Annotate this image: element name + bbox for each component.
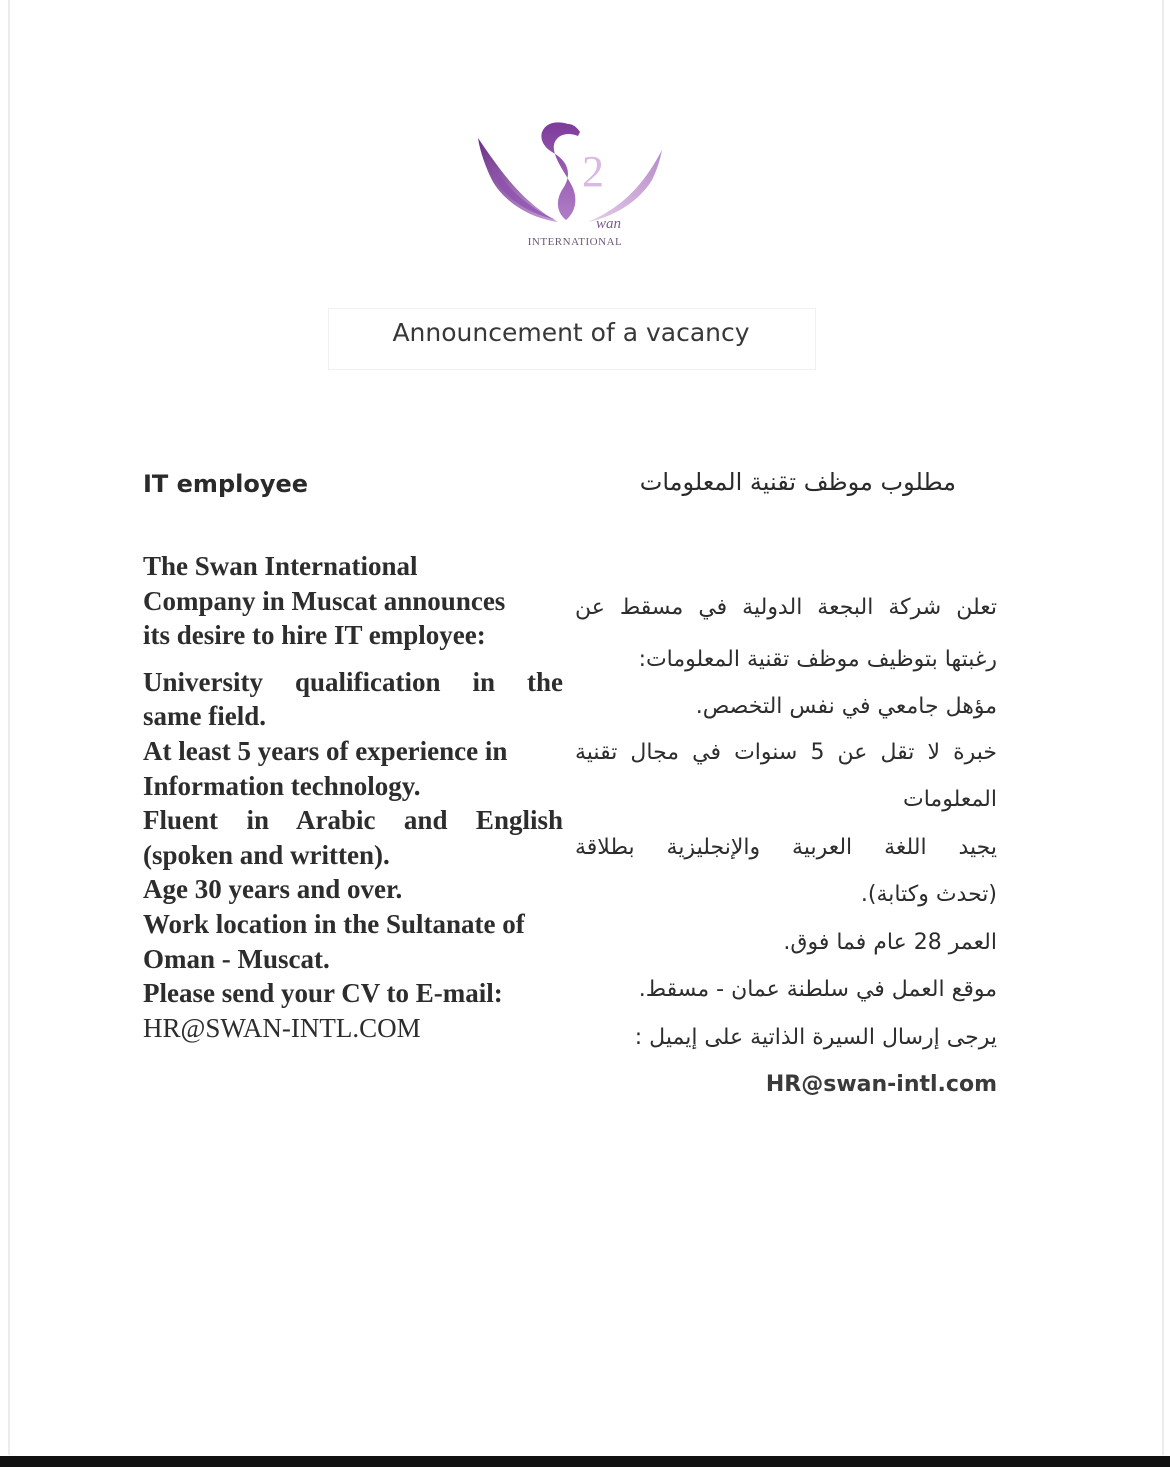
english-requirement-line: At least 5 years of experience in — [143, 735, 508, 766]
page-edge-right — [1162, 0, 1164, 1455]
arabic-line: يجيد اللغة العربية والإنجليزية بطلاقة — [575, 835, 997, 860]
english-intro-line: Company in Muscat announces — [143, 585, 506, 616]
arabic-line: تعلن شركة البجعة الدولية في مسقط عن — [575, 595, 997, 620]
arabic-line: العمر 28 عام فما فوق. — [783, 930, 997, 955]
english-requirement-line: Oman - Muscat. — [143, 943, 330, 974]
arabic-line: يرجى إرسال السيرة الذاتية على إيميل : — [634, 1025, 997, 1050]
svg-text:wan: wan — [596, 216, 622, 232]
english-requirement-line: (spoken and written). — [143, 839, 390, 870]
page-title: Announcement of a vacancy — [392, 318, 750, 347]
english-email: HR@SWAN-INTL.COM — [143, 1012, 421, 1043]
english-requirement-line: Work location in the Sultanate of — [143, 908, 525, 939]
arabic-line: (تحدث وكتابة). — [860, 882, 997, 907]
arabic-line: رغبتها بتوظيف موظف تقنية المعلومات: — [638, 647, 997, 672]
page-edge-left — [8, 0, 10, 1455]
arabic-line: موقع العمل في سلطنة عمان - مسقط. — [638, 977, 997, 1002]
english-requirement-line: Information technology. — [143, 770, 421, 801]
english-intro-line: its desire to hire IT employee: — [143, 620, 486, 651]
arabic-email: HR@swan-intl.com — [765, 1072, 997, 1097]
arabic-line: مؤهل جامعي في نفس التخصص. — [695, 694, 997, 719]
english-body — [143, 549, 563, 1045]
english-job-title: IT employee — [143, 470, 309, 498]
arabic-line: المعلومات — [903, 787, 997, 812]
english-cv-prompt: Please send your CV to E-mail: — [143, 978, 503, 1009]
arabic-line: خبرة لا تقل عن 5 سنوات في مجال تقنية — [575, 740, 997, 765]
english-requirement-line: University qualification in the — [143, 666, 563, 697]
english-requirement-line: same field. — [143, 701, 266, 732]
svg-text:2: 2 — [582, 147, 604, 196]
english-intro-line: The Swan International — [143, 551, 418, 581]
english-requirement-line: Age 30 years and over. — [143, 874, 403, 905]
logo-caption: INTERNATIONAL — [527, 236, 623, 248]
arabic-job-title: مطلوب موظف تقنية المعلومات — [639, 468, 956, 496]
english-requirement-line: Fluent in Arabic and English — [143, 805, 563, 836]
screen-bottom-bar — [0, 1456, 1170, 1467]
